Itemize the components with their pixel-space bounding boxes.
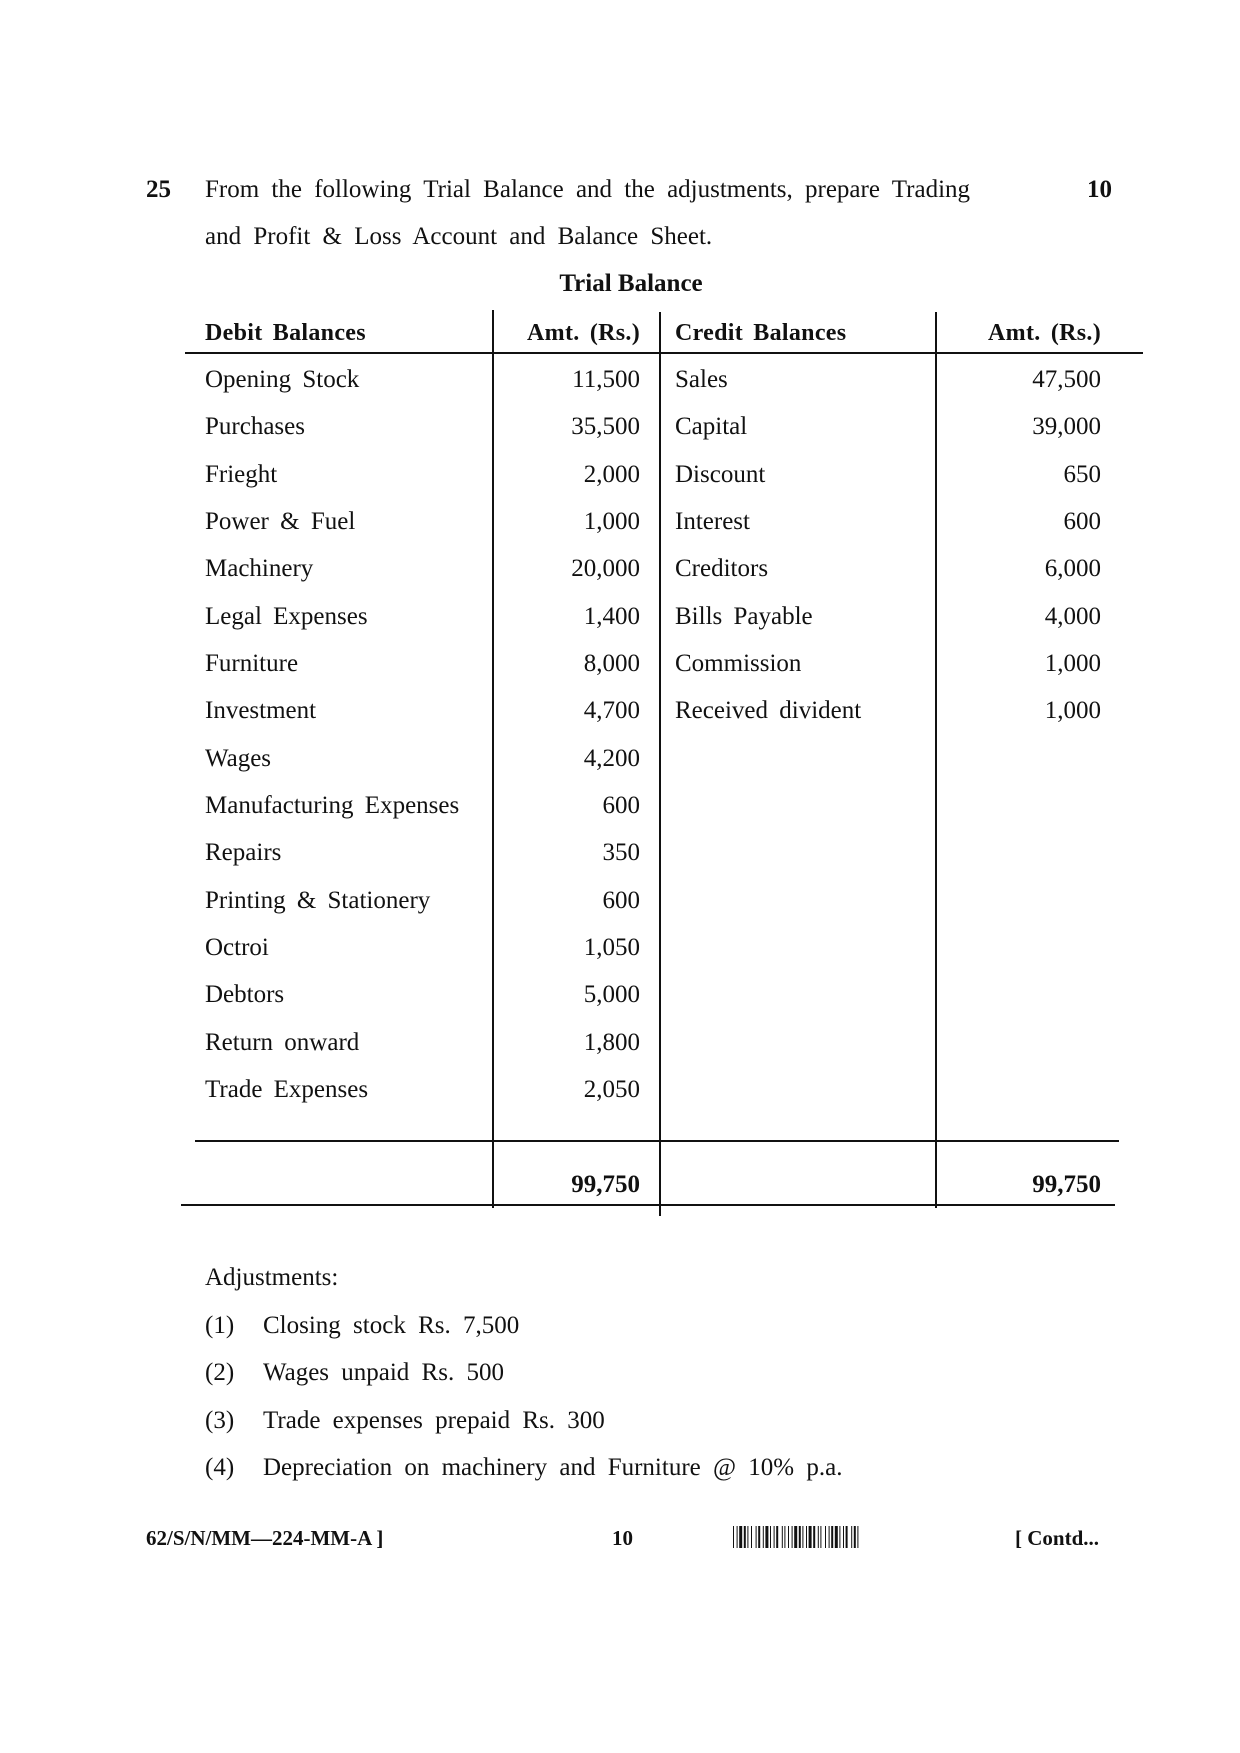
debit-row-name: Opening Stock <box>205 366 360 393</box>
question-text-line-1: From the following Trial Balance and the adjustments, prepare Trading <box>205 176 971 203</box>
header-debit-balances: Debit Balances <box>205 320 366 346</box>
debit-row-name: Machinery <box>205 555 314 582</box>
table-total-bottom-rule <box>181 1204 1115 1206</box>
credit-row-name: Interest <box>675 508 750 535</box>
debit-row-name: Investment <box>205 697 317 724</box>
trial-balance-title: Trial Balance <box>559 270 703 297</box>
page-number: 10 <box>612 1526 633 1550</box>
adjustment-text: Closing stock Rs. 7,500 <box>263 1312 520 1339</box>
debit-row-name: Debtors <box>205 981 285 1008</box>
credit-row-name: Capital <box>675 413 748 440</box>
credit-row-name: Commission <box>675 650 802 677</box>
table-total-top-rule <box>195 1140 1119 1142</box>
adjustment-item <box>205 1312 519 1340</box>
header-credit-balances: Credit Balances <box>675 320 847 346</box>
debit-row-amount: 1,000 <box>583 508 640 535</box>
adjustment-item <box>205 1454 842 1482</box>
debit-row-name: Frieght <box>205 461 278 488</box>
question-text-line-2: and Profit & Loss Account and Balance Sheet. <box>205 223 713 250</box>
credit-row-name: Received divident <box>675 697 862 724</box>
debit-row-amount: 11,500 <box>572 366 640 393</box>
debit-row-amount: 600 <box>602 792 640 819</box>
continued-marker: [ Contd... <box>1015 1526 1100 1550</box>
credit-total: 99,750 <box>1032 1171 1101 1198</box>
debit-row-amount: 1,050 <box>583 934 640 961</box>
debit-row-amount: 1,800 <box>583 1029 640 1056</box>
credit-row-amount: 47,500 <box>1032 366 1101 393</box>
header-debit-amount: Amt. (Rs.) <box>527 320 640 346</box>
credit-row-amount: 6,000 <box>1044 555 1101 582</box>
credit-row-amount: 600 <box>1063 508 1101 535</box>
adjustment-number: (4) <box>205 1454 235 1481</box>
credit-row-name: Creditors <box>675 555 769 582</box>
debit-row-amount: 1,400 <box>583 603 640 630</box>
debit-row-amount: 4,700 <box>583 697 640 724</box>
table-divider-center <box>659 312 661 1216</box>
debit-row-amount: 350 <box>602 839 640 866</box>
debit-row-amount: 2,050 <box>583 1076 640 1103</box>
table-header-rule <box>185 352 1143 354</box>
debit-row-amount: 5,000 <box>583 981 640 1008</box>
debit-row-name: Furniture <box>205 650 299 677</box>
paper-code: 62/S/N/MM—224-MM-A ] <box>146 1526 384 1550</box>
debit-row-amount: 600 <box>602 887 640 914</box>
debit-row-amount: 2,000 <box>583 461 640 488</box>
question-marks: 10 <box>1087 176 1112 203</box>
adjustment-number: (1) <box>205 1312 235 1339</box>
debit-row-name: Repairs <box>205 839 282 866</box>
adjustment-text: Depreciation on machinery and Furniture @ 10% p.a. <box>263 1454 843 1481</box>
debit-row-amount: 4,200 <box>583 745 640 772</box>
debit-row-name: Printing & Stationery <box>205 887 431 914</box>
adjustment-number: (2) <box>205 1359 235 1386</box>
credit-row-name: Bills Payable <box>675 603 813 630</box>
debit-row-name: Trade Expenses <box>205 1076 369 1103</box>
credit-row-amount: 39,000 <box>1032 413 1101 440</box>
table-divider-credit-amount <box>935 312 937 1208</box>
header-credit-amount: Amt. (Rs.) <box>988 320 1101 346</box>
adjustment-text: Wages unpaid Rs. 500 <box>263 1359 504 1386</box>
credit-row-amount: 1,000 <box>1044 697 1101 724</box>
question-number: 25 <box>146 176 171 203</box>
adjustment-item <box>205 1359 504 1387</box>
debit-row-amount: 8,000 <box>583 650 640 677</box>
adjustments-title: Adjustments: <box>205 1264 339 1291</box>
adjustment-item <box>205 1407 605 1435</box>
debit-row-name: Power & Fuel <box>205 508 356 535</box>
adjustment-text: Trade expenses prepaid Rs. 300 <box>263 1407 605 1434</box>
credit-row-name: Sales <box>675 366 728 393</box>
debit-row-amount: 35,500 <box>571 413 640 440</box>
debit-row-name: Octroi <box>205 934 269 961</box>
debit-row-name: Wages <box>205 745 272 772</box>
debit-row-name: Manufacturing Expenses <box>205 792 460 819</box>
barcode <box>733 1526 986 1548</box>
adjustment-number: (3) <box>205 1407 235 1434</box>
debit-total: 99,750 <box>571 1171 640 1198</box>
debit-row-name: Legal Expenses <box>205 603 368 630</box>
credit-row-amount: 4,000 <box>1044 603 1101 630</box>
debit-row-name: Purchases <box>205 413 305 440</box>
credit-row-amount: 650 <box>1063 461 1101 488</box>
credit-row-name: Discount <box>675 461 766 488</box>
debit-row-amount: 20,000 <box>571 555 640 582</box>
credit-row-amount: 1,000 <box>1044 650 1101 677</box>
debit-row-name: Return onward <box>205 1029 360 1056</box>
